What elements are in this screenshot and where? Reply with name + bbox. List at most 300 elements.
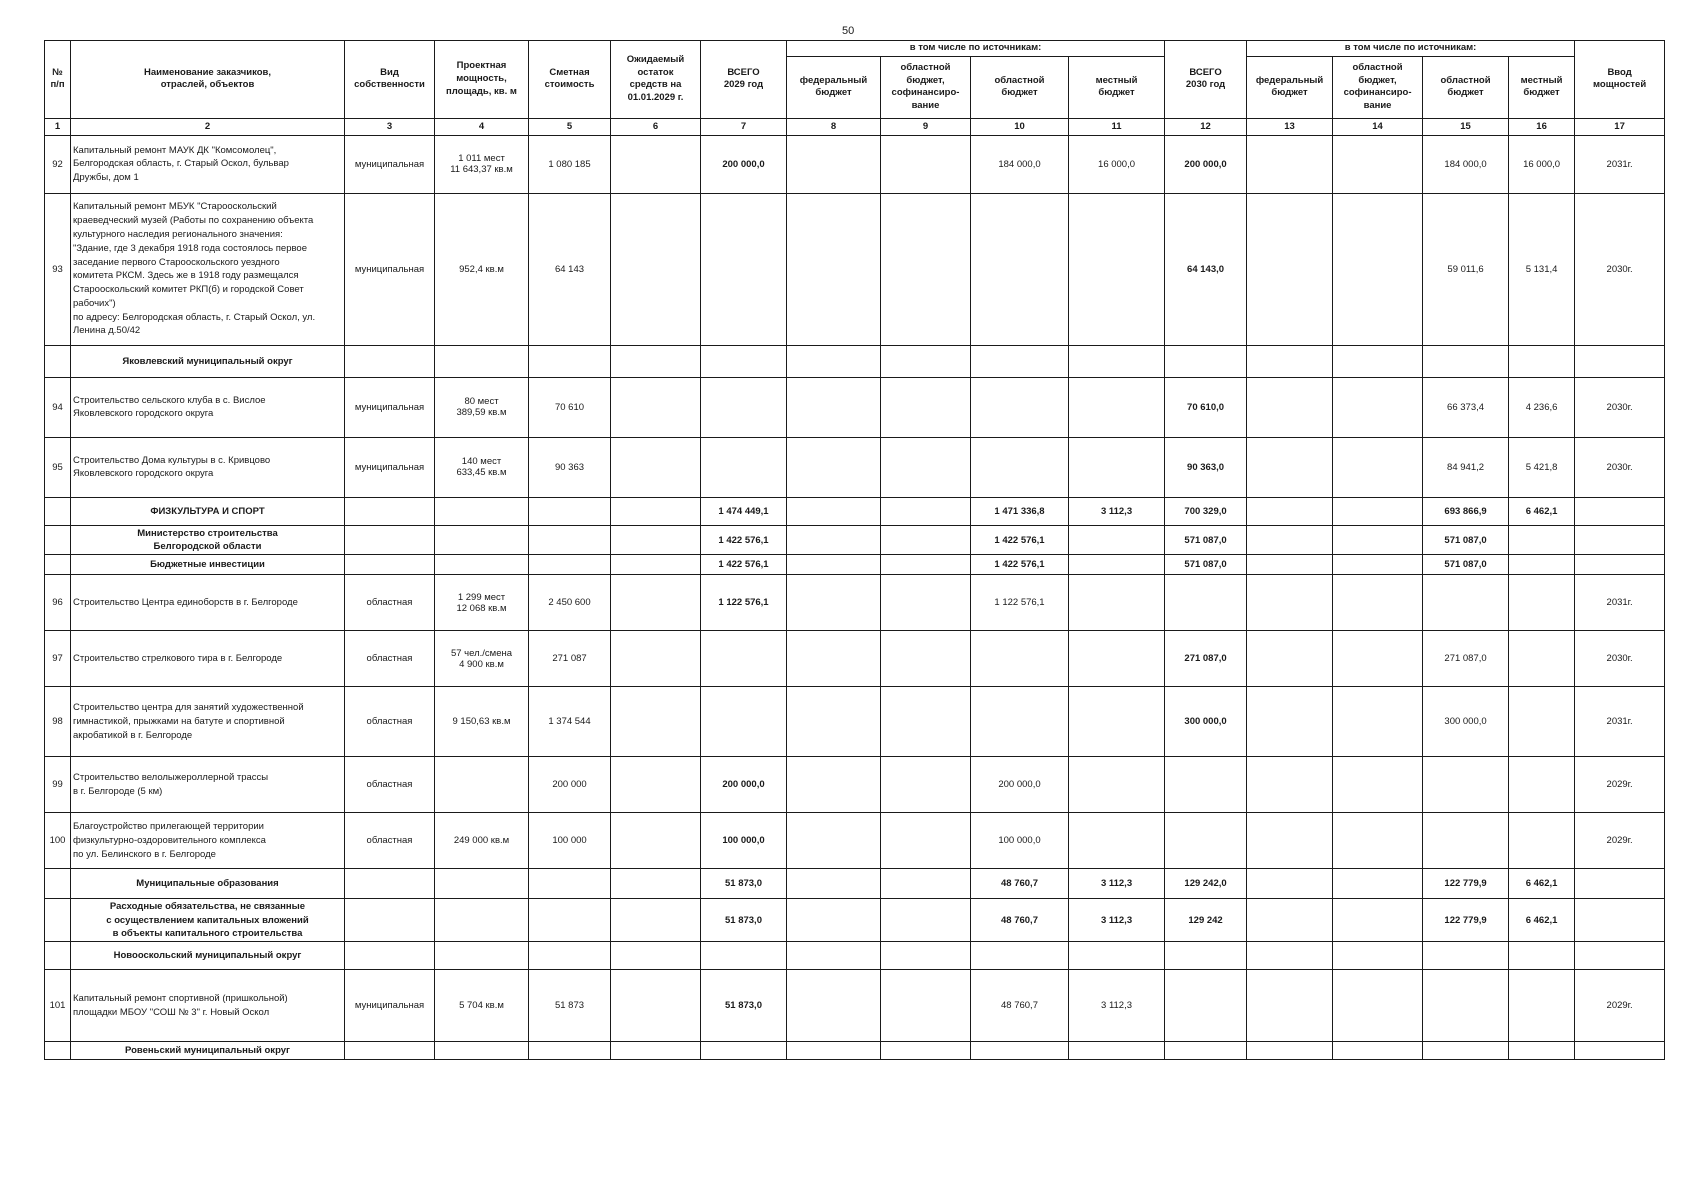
cell-value: 2031г. [1575, 687, 1665, 757]
cell-value [529, 869, 611, 899]
cell-value: областная [345, 687, 435, 757]
cell-value [701, 193, 787, 345]
object-name: Капитальный ремонт МАУК ДК "Комсомолец", Белгородская область, г. Старый Оскол, бульвар Дружбы, дом 1 [71, 135, 345, 193]
cell-value [611, 687, 701, 757]
cell-value [787, 555, 881, 575]
cell-value [1247, 869, 1333, 899]
cell-value: 1 374 544 [529, 687, 611, 757]
object-name: Благоустройство прилегающей территории физкультурно-оздоровительного комплекса по ул. Белинского в г. Белгороде [71, 813, 345, 869]
row-number: 96 [45, 575, 71, 631]
cell-value [529, 345, 611, 377]
cell-value [1069, 377, 1165, 437]
cell-value: 84 941,2 [1423, 437, 1509, 497]
column-number: 1 [45, 118, 71, 135]
cell-value [611, 1042, 701, 1060]
cell-value [435, 942, 529, 970]
hdr-remainder: Ожидаемый остаток средств на 01.01.2029 г. [611, 41, 701, 119]
cell-value [1333, 345, 1423, 377]
table-row [45, 193, 1665, 345]
section-row [45, 497, 1665, 525]
cell-value: 3 112,3 [1069, 497, 1165, 525]
cell-value [611, 970, 701, 1042]
cell-value [701, 631, 787, 687]
column-number: 16 [1509, 118, 1575, 135]
row-number: 99 [45, 757, 71, 813]
cell-value [701, 377, 787, 437]
cell-value: 2029г. [1575, 757, 1665, 813]
cell-value [1423, 575, 1509, 631]
cell-value: 59 011,6 [1423, 193, 1509, 345]
cell-value: 271 087,0 [1423, 631, 1509, 687]
cell-value: 2030г. [1575, 193, 1665, 345]
cell-value [1423, 345, 1509, 377]
cell-value: 90 363 [529, 437, 611, 497]
cell-value: 16 000,0 [1069, 135, 1165, 193]
cell-value [1247, 377, 1333, 437]
column-number: 11 [1069, 118, 1165, 135]
cell-value: 571 087,0 [1423, 555, 1509, 575]
cell-value [881, 1042, 971, 1060]
cell-value [1509, 757, 1575, 813]
object-name: Строительство стрелкового тира в г. Белгороде [71, 631, 345, 687]
cell-value [435, 555, 529, 575]
column-number: 14 [1333, 118, 1423, 135]
cell-value [435, 1042, 529, 1060]
section-row [45, 345, 1665, 377]
cell-value: 1 122 576,1 [971, 575, 1069, 631]
cell-value [611, 377, 701, 437]
cell-value: 3 112,3 [1069, 869, 1165, 899]
cell-value [1165, 970, 1247, 1042]
cell-value [787, 525, 881, 555]
cell-value [1069, 193, 1165, 345]
cell-value [881, 135, 971, 193]
row-number: 98 [45, 687, 71, 757]
cell-value [1069, 437, 1165, 497]
cell-value [787, 1042, 881, 1060]
cell-value [1575, 899, 1665, 942]
cell-value [701, 687, 787, 757]
cell-value [435, 899, 529, 942]
column-number: 4 [435, 118, 529, 135]
cell-value: 122 779,9 [1423, 899, 1509, 942]
cell-value: муниципальная [345, 135, 435, 193]
cell-value: муниципальная [345, 437, 435, 497]
cell-value [1575, 497, 1665, 525]
cell-value: 2030г. [1575, 437, 1665, 497]
cell-value [611, 899, 701, 942]
cell-value: 3 112,3 [1069, 899, 1165, 942]
hdr-cofin-2030: областной бюджет, софинансиро- вание [1333, 56, 1423, 118]
cell-value [881, 555, 971, 575]
cell-value [1165, 575, 1247, 631]
cell-value [787, 437, 881, 497]
investment-table [44, 40, 1665, 1060]
cell-value [971, 345, 1069, 377]
cell-value [529, 942, 611, 970]
hdr-federal-2030: федеральный бюджет [1247, 56, 1333, 118]
cell-value [611, 575, 701, 631]
cell-value: муниципальная [345, 970, 435, 1042]
cell-value: 300 000,0 [1165, 687, 1247, 757]
cell-value [787, 942, 881, 970]
hdr-regional-2029: областной бюджет [971, 56, 1069, 118]
column-number: 12 [1165, 118, 1247, 135]
row-number: 94 [45, 377, 71, 437]
cell-value [1333, 575, 1423, 631]
cell-value [1247, 899, 1333, 942]
cell-value: 3 112,3 [1069, 970, 1165, 1042]
cell-value [787, 687, 881, 757]
table-row [45, 757, 1665, 813]
hdr-estimate: Сметная стоимость [529, 41, 611, 119]
cell-value: областная [345, 575, 435, 631]
cell-value: 571 087,0 [1423, 525, 1509, 555]
cell-value [611, 135, 701, 193]
cell-value [1333, 377, 1423, 437]
cell-value [787, 135, 881, 193]
row-number [45, 525, 71, 555]
cell-value [529, 555, 611, 575]
cell-value [1333, 869, 1423, 899]
column-number: 7 [701, 118, 787, 135]
cell-value: 1 422 576,1 [701, 525, 787, 555]
cell-value [1333, 631, 1423, 687]
cell-value [1247, 631, 1333, 687]
cell-value [1333, 497, 1423, 525]
cell-value: 6 462,1 [1509, 869, 1575, 899]
object-name: Строительство Центра единоборств в г. Белгороде [71, 575, 345, 631]
object-name: Капитальный ремонт МБУК "Старооскольский краеведческий музей (Работы по сохранению объекта культурного наследия регионального значения: "Здание, где 3 декабря 1918 года состоялось первое заседание первого Старооскольского уездного комитета РКСМ. Здесь же в 1918 году размещался Старооскольский комитет РКП(б) и городской Совет рабочих") по адресу: Белгородская область, г. Старый Оскол, ул. Ленина д.50/42 [71, 193, 345, 345]
cell-value [1509, 575, 1575, 631]
cell-value [881, 575, 971, 631]
cell-value: 184 000,0 [1423, 135, 1509, 193]
cell-value [1423, 970, 1509, 1042]
cell-value [345, 525, 435, 555]
cell-value [1333, 687, 1423, 757]
cell-value [1333, 193, 1423, 345]
cell-value [435, 497, 529, 525]
hdr-total-2029: ВСЕГО 2029 год [701, 41, 787, 119]
row-number: 97 [45, 631, 71, 687]
cell-value [787, 869, 881, 899]
cell-value [345, 1042, 435, 1060]
cell-value [971, 193, 1069, 345]
cell-value [1069, 1042, 1165, 1060]
cell-value: 16 000,0 [1509, 135, 1575, 193]
cell-value: 184 000,0 [971, 135, 1069, 193]
cell-value: 66 373,4 [1423, 377, 1509, 437]
hdr-name: Наименование заказчиков, отраслей, объектов [71, 41, 345, 119]
section-title: ФИЗКУЛЬТУРА И СПОРТ [71, 497, 345, 525]
cell-value: 2031г. [1575, 575, 1665, 631]
row-number [45, 869, 71, 899]
cell-value [1423, 813, 1509, 869]
cell-value: 700 329,0 [1165, 497, 1247, 525]
section-title: Бюджетные инвестиции [71, 555, 345, 575]
cell-value [701, 942, 787, 970]
cell-value [1575, 1042, 1665, 1060]
cell-value [1165, 757, 1247, 813]
cell-value [881, 377, 971, 437]
cell-value [1069, 575, 1165, 631]
cell-value [1333, 942, 1423, 970]
object-name: Строительство центра для занятий художественной гимнастикой, прыжками на батуте и спортивной акробатикой в г. Белгороде [71, 687, 345, 757]
cell-value [1069, 555, 1165, 575]
cell-value: 57 чел./смена 4 900 кв.м [435, 631, 529, 687]
cell-value [881, 525, 971, 555]
cell-value: 200 000,0 [1165, 135, 1247, 193]
cell-value: 1 422 576,1 [701, 555, 787, 575]
column-number: 3 [345, 118, 435, 135]
hdr-total-2030: ВСЕГО 2030 год [1165, 41, 1247, 119]
table-row [45, 377, 1665, 437]
cell-value [787, 757, 881, 813]
cell-value: 5 131,4 [1509, 193, 1575, 345]
cell-value [611, 193, 701, 345]
cell-value [1333, 813, 1423, 869]
cell-value [881, 757, 971, 813]
cell-value [1333, 970, 1423, 1042]
cell-value [1069, 525, 1165, 555]
cell-value [611, 497, 701, 525]
cell-value: 1 422 576,1 [971, 555, 1069, 575]
cell-value [881, 437, 971, 497]
cell-value [787, 497, 881, 525]
cell-value [611, 555, 701, 575]
cell-value [1247, 942, 1333, 970]
cell-value [881, 631, 971, 687]
object-name: Строительство Дома культуры в с. Кривцово Яковлевского городского округа [71, 437, 345, 497]
cell-value [1509, 813, 1575, 869]
cell-value: 80 мест 389,59 кв.м [435, 377, 529, 437]
cell-value: 2029г. [1575, 813, 1665, 869]
object-name: Строительство сельского клуба в с. Вислое Яковлевского городского округа [71, 377, 345, 437]
row-number: 100 [45, 813, 71, 869]
cell-value: муниципальная [345, 377, 435, 437]
row-number: 93 [45, 193, 71, 345]
cell-value: 9 150,63 кв.м [435, 687, 529, 757]
cell-value [881, 193, 971, 345]
cell-value [1069, 813, 1165, 869]
column-number: 2 [71, 118, 345, 135]
cell-value: 200 000,0 [701, 757, 787, 813]
cell-value [1509, 555, 1575, 575]
cell-value [971, 1042, 1069, 1060]
cell-value [1165, 942, 1247, 970]
cell-value [881, 970, 971, 1042]
cell-value [701, 1042, 787, 1060]
cell-value: 1 474 449,1 [701, 497, 787, 525]
cell-value: 4 236,6 [1509, 377, 1575, 437]
cell-value [345, 555, 435, 575]
table-row [45, 437, 1665, 497]
cell-value [971, 942, 1069, 970]
cell-value [881, 869, 971, 899]
cell-value [971, 631, 1069, 687]
cell-value [1509, 1042, 1575, 1060]
cell-value [1575, 555, 1665, 575]
cell-value: 122 779,9 [1423, 869, 1509, 899]
cell-value [345, 345, 435, 377]
cell-value [1247, 345, 1333, 377]
cell-value [971, 687, 1069, 757]
cell-value: 952,4 кв.м [435, 193, 529, 345]
cell-value: 51 873 [529, 970, 611, 1042]
table-row [45, 575, 1665, 631]
cell-value: 64 143,0 [1165, 193, 1247, 345]
cell-value: областная [345, 813, 435, 869]
row-number [45, 555, 71, 575]
page-number: 50 [842, 25, 855, 37]
cell-value: 571 087,0 [1165, 525, 1247, 555]
section-title: Министерство строительства Белгородской области [71, 525, 345, 555]
column-number: 5 [529, 118, 611, 135]
cell-value: 693 866,9 [1423, 497, 1509, 525]
cell-value: 129 242,0 [1165, 869, 1247, 899]
cell-value: 48 760,7 [971, 899, 1069, 942]
cell-value [787, 970, 881, 1042]
cell-value [611, 869, 701, 899]
cell-value [1575, 869, 1665, 899]
cell-value: 200 000 [529, 757, 611, 813]
section-row [45, 942, 1665, 970]
cell-value [787, 345, 881, 377]
cell-value [1247, 970, 1333, 1042]
cell-value: 2029г. [1575, 970, 1665, 1042]
cell-value [1423, 1042, 1509, 1060]
cell-value [881, 345, 971, 377]
cell-value: 1 122 576,1 [701, 575, 787, 631]
cell-value: 1 471 336,8 [971, 497, 1069, 525]
cell-value: 64 143 [529, 193, 611, 345]
cell-value: 2 450 600 [529, 575, 611, 631]
cell-value: 129 242 [1165, 899, 1247, 942]
hdr-num: № п/п [45, 41, 71, 119]
row-number [45, 1042, 71, 1060]
cell-value [345, 942, 435, 970]
cell-value [1509, 631, 1575, 687]
cell-value [1247, 757, 1333, 813]
hdr-local-2029: местный бюджет [1069, 56, 1165, 118]
column-number: 13 [1247, 118, 1333, 135]
cell-value [529, 525, 611, 555]
cell-value [881, 899, 971, 942]
cell-value [1247, 1042, 1333, 1060]
cell-value [1247, 813, 1333, 869]
cell-value [701, 437, 787, 497]
cell-value [1247, 437, 1333, 497]
cell-value: 1 080 185 [529, 135, 611, 193]
cell-value: 48 760,7 [971, 869, 1069, 899]
cell-value [1509, 970, 1575, 1042]
hdr-federal-2029: федеральный бюджет [787, 56, 881, 118]
column-number: 17 [1575, 118, 1665, 135]
section-row [45, 555, 1665, 575]
hdr-regional-2030: областной бюджет [1423, 56, 1509, 118]
cell-value [611, 631, 701, 687]
cell-value [787, 377, 881, 437]
cell-value [881, 942, 971, 970]
cell-value [971, 377, 1069, 437]
cell-value [1333, 757, 1423, 813]
section-row [45, 869, 1665, 899]
row-number [45, 942, 71, 970]
hdr-capacity: Проектная мощность, площадь, кв. м [435, 41, 529, 119]
table-row [45, 813, 1665, 869]
cell-value [345, 869, 435, 899]
hdr-cofin-2029: областной бюджет, софинансиро- вание [881, 56, 971, 118]
cell-value: 90 363,0 [1165, 437, 1247, 497]
cell-value [971, 437, 1069, 497]
section-title: Муниципальные образования [71, 869, 345, 899]
cell-value: 100 000,0 [971, 813, 1069, 869]
section-title: Расходные обязательства, не связанные с осуществлением капитальных вложений в объекты капитального строительства [71, 899, 345, 942]
cell-value: 1 011 мест 11 643,37 кв.м [435, 135, 529, 193]
cell-value [881, 497, 971, 525]
cell-value: 51 873,0 [701, 869, 787, 899]
cell-value [787, 631, 881, 687]
cell-value [1509, 942, 1575, 970]
column-number: 10 [971, 118, 1069, 135]
cell-value [1165, 1042, 1247, 1060]
cell-value: 249 000 кв.м [435, 813, 529, 869]
cell-value [1165, 813, 1247, 869]
cell-value [529, 497, 611, 525]
hdr-local-2030: местный бюджет [1509, 56, 1575, 118]
cell-value: 5 704 кв.м [435, 970, 529, 1042]
cell-value: муниципальная [345, 193, 435, 345]
cell-value [611, 942, 701, 970]
cell-value [1509, 345, 1575, 377]
cell-value: 300 000,0 [1423, 687, 1509, 757]
cell-value [435, 525, 529, 555]
cell-value [1247, 135, 1333, 193]
hdr-sources-2030: в том числе по источникам: [1247, 41, 1575, 57]
object-name: Капитальный ремонт спортивной (пришкольной) площадки МБОУ "СОШ № 3" г. Новый Оскол [71, 970, 345, 1042]
object-name: Строительство велолыжероллерной трассы в г. Белгороде (5 км) [71, 757, 345, 813]
cell-value: 1 422 576,1 [971, 525, 1069, 555]
table-row [45, 135, 1665, 193]
column-number: 6 [611, 118, 701, 135]
row-number [45, 899, 71, 942]
cell-value [787, 813, 881, 869]
cell-value: 140 мест 633,45 кв.м [435, 437, 529, 497]
cell-value [435, 757, 529, 813]
cell-value: 6 462,1 [1509, 899, 1575, 942]
hdr-sources-2029: в том числе по источникам: [787, 41, 1165, 57]
cell-value [881, 813, 971, 869]
cell-value [1247, 497, 1333, 525]
cell-value [611, 525, 701, 555]
cell-value [1423, 757, 1509, 813]
cell-value [611, 813, 701, 869]
cell-value [529, 1042, 611, 1060]
cell-value [1333, 1042, 1423, 1060]
row-number: 92 [45, 135, 71, 193]
cell-value [701, 345, 787, 377]
row-number [45, 497, 71, 525]
cell-value [1333, 525, 1423, 555]
cell-value [1509, 687, 1575, 757]
section-row [45, 899, 1665, 942]
row-number [45, 345, 71, 377]
cell-value: 70 610,0 [1165, 377, 1247, 437]
cell-value [1069, 942, 1165, 970]
cell-value [1333, 135, 1423, 193]
table-row [45, 631, 1665, 687]
cell-value [611, 345, 701, 377]
